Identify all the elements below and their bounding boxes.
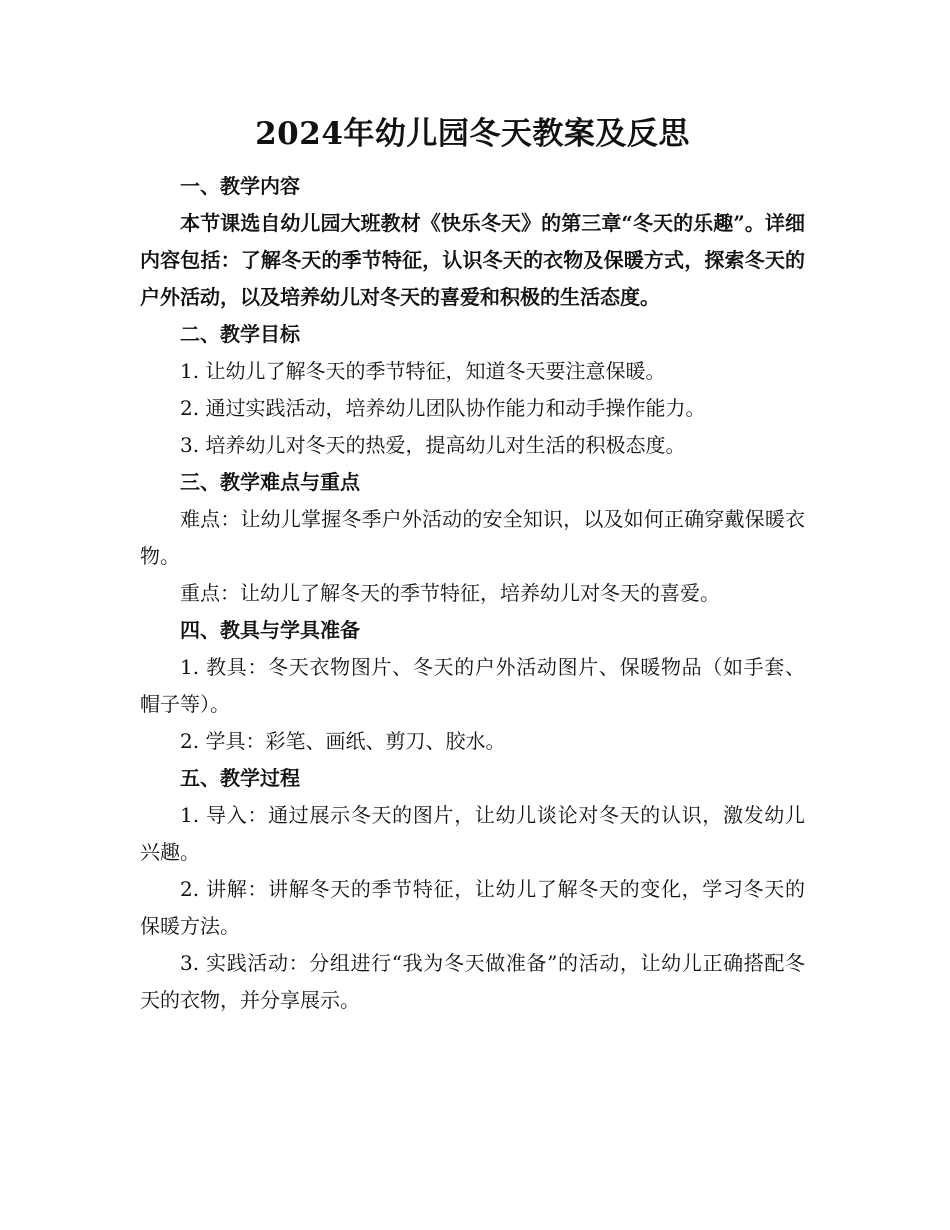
section-heading-objectives: 二、教学目标 xyxy=(180,322,300,346)
objective-item: 1. 让幼儿了解冬天的季节特征，知道冬天要注意保暖。 xyxy=(180,359,666,383)
section-heading-difficulties: 三、教学难点与重点 xyxy=(180,470,360,494)
materials-item: 2. 学具：彩笔、画纸、剪刀、胶水。 xyxy=(180,729,506,753)
process-step: 2. 讲解：讲解冬天的季节特征，让幼儿了解冬天的变化，学习冬天的保暖方法。 xyxy=(140,877,805,938)
section-heading-process: 五、教学过程 xyxy=(180,766,300,790)
difficulty-paragraph: 难点：让幼儿掌握冬季户外活动的安全知识，以及如何正确穿戴保暖衣物。 xyxy=(140,507,805,568)
process-step: 1. 导入：通过展示冬天的图片，让幼儿谈论对冬天的认识，激发幼儿兴趣。 xyxy=(140,803,805,864)
process-step: 3. 实践活动：分组进行“我为冬天做准备”的活动，让幼儿正确搭配冬天的衣物，并分享展示。 xyxy=(140,951,805,1012)
objective-item: 3. 培养幼儿对冬天的热爱，提高幼儿对生活的积极态度。 xyxy=(180,433,686,457)
section-heading-content: 一、教学内容 xyxy=(180,174,300,198)
materials-item: 1. 教具：冬天衣物图片、冬天的户外活动图片、保暖物品（如手套、帽子等）。 xyxy=(140,655,805,716)
objective-item: 2. 通过实践活动，培养幼儿团队协作能力和动手操作能力。 xyxy=(180,396,706,420)
document-title: 2024年幼儿园冬天教案及反思 xyxy=(255,116,690,152)
content-paragraph: 本节课选自幼儿园大班教材《快乐冬天》的第三章“冬天的乐趣”。详细内容包括：了解冬天的季节特征，认识冬天的衣物及保暖方式，探索冬天的户外活动，以及培养幼儿对冬天的喜爱和积极的生活态度。 xyxy=(140,211,805,309)
key-point-paragraph: 重点：让幼儿了解冬天的季节特征，培养幼儿对冬天的喜爱。 xyxy=(180,581,720,605)
section-heading-materials: 四、教具与学具准备 xyxy=(180,618,360,642)
document-page xyxy=(140,112,805,1019)
